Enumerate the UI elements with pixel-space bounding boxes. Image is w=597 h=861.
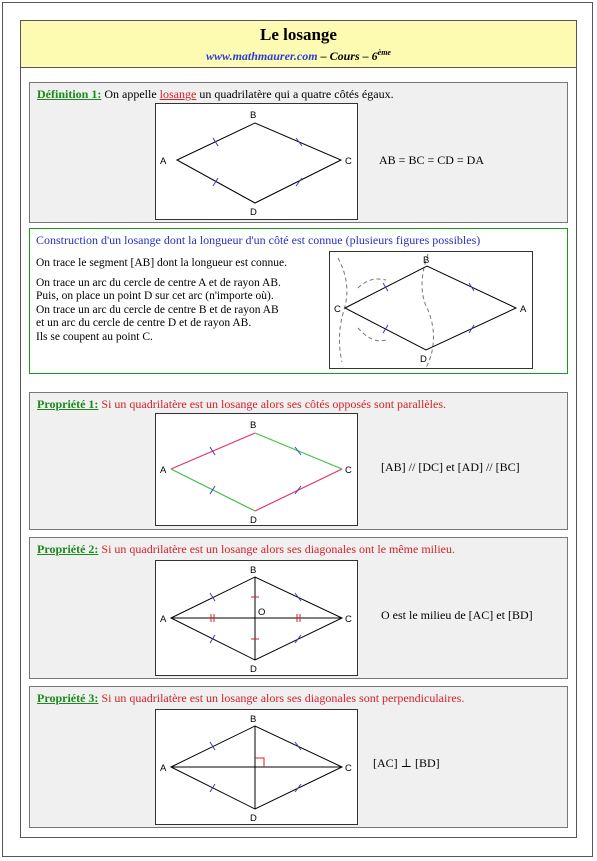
point-a-label: A [160, 763, 167, 774]
point-b-label: B [250, 565, 257, 576]
equal-tick [295, 447, 301, 455]
construction-step: et un arc du cercle de centre D et de rayon AB. [36, 317, 252, 329]
point-b-label: B [250, 110, 257, 121]
definition-label: Définition 1: [37, 87, 102, 101]
property3-title [37, 691, 464, 706]
property1-label: Propriété 1: [37, 397, 99, 411]
property3-text: Si un quadrilatère est un losange alors ses diagonales sont perpendiculaires. [98, 691, 465, 705]
point-b-label: B [423, 255, 430, 266]
same-midpoint-figure [155, 560, 358, 676]
point-b-label: B [250, 714, 257, 725]
point-a-label: A [520, 304, 527, 315]
property2-box [29, 537, 568, 679]
equal-tick [296, 138, 302, 146]
equal-tick [469, 283, 474, 291]
point-c-label: C [334, 304, 341, 315]
property1-statement: [AB] // [DC] et [AD] // [BC] [381, 460, 520, 474]
rhombus-diagram [156, 104, 359, 221]
construction-step: On trace le segment [AB] dont la longueur est connue. [36, 257, 288, 269]
point-a-label: A [160, 465, 167, 476]
rhombus-shape [345, 266, 516, 350]
equal-tick [383, 283, 388, 291]
definition-box [29, 82, 568, 223]
equal-tick [295, 742, 301, 750]
grade-suffix: ème [377, 48, 391, 57]
parallel-sides-figure [155, 413, 358, 526]
point-c-label: C [345, 156, 352, 167]
definition-text: On appelle [101, 87, 160, 101]
rhombus-shape [177, 123, 341, 203]
definition-title [37, 87, 394, 102]
point-a-label: A [160, 614, 167, 625]
construction-arc [422, 254, 434, 368]
same-midpoint-diagram [156, 561, 359, 677]
construction-steps [36, 257, 287, 344]
construction-arc [358, 279, 386, 288]
equal-tick [295, 593, 301, 601]
equal-tick [383, 325, 388, 333]
construction-box [29, 228, 568, 374]
definition-keyword: losange [159, 87, 197, 101]
construction-title: Construction d'un losange dont la longueur d'un côté est connue (plusieurs figures possibles) [36, 233, 481, 247]
grade-label: 6 [371, 49, 378, 63]
equal-tick [295, 784, 301, 792]
property2-text: Si un quadrilatère est un losange alors ses diagonales ont le même milieu. [98, 542, 455, 556]
property1-text: Si un quadrilatère est un losange alors ses côtés opposés sont parallèles. [98, 397, 447, 411]
point-d-label: D [250, 813, 257, 824]
construction-step: On trace un arc du cercle de centre A et de rayon AB. [36, 276, 281, 289]
point-c-label: C [345, 465, 352, 476]
site-link[interactable]: www.mathmaurer.com [206, 49, 318, 63]
equal-tick [469, 325, 474, 333]
point-c-label: C [345, 614, 352, 625]
construction-diagram [330, 252, 534, 370]
property3-statement: [AC] ⊥ [BD] [373, 756, 440, 770]
equal-tick [295, 635, 301, 643]
equal-tick [213, 138, 218, 146]
course-label: Cours [329, 49, 360, 63]
page-title: Le losange [260, 25, 337, 44]
point-a-label: A [160, 156, 167, 167]
point-d-label: D [250, 207, 257, 218]
equal-tick [295, 486, 301, 494]
point-d-label: D [250, 664, 257, 675]
property3-box [29, 686, 568, 828]
right-angle-mark [255, 758, 264, 767]
parallel-sides-diagram [156, 414, 359, 527]
definition-statement: AB = BC = CD = DA [379, 153, 484, 167]
point-c-label: C [345, 763, 352, 774]
rhombus-figure [155, 103, 358, 220]
construction-step: Ils se coupent au point C. [36, 330, 153, 343]
page-header [20, 20, 577, 68]
construction-figure [329, 251, 533, 369]
equal-tick [210, 784, 215, 792]
construction-step: Puis, on place un point D sur cet arc (n'importe où). [36, 290, 274, 302]
equal-tick [210, 635, 215, 643]
property3-label: Propriété 3: [37, 691, 99, 705]
property1-box [29, 392, 568, 530]
subtitle-separator: – [317, 49, 330, 63]
point-d-label: D [250, 515, 257, 526]
property2-title [37, 542, 455, 557]
point-o-label: O [258, 607, 266, 618]
property2-label: Propriété 2: [37, 542, 99, 556]
perpendicular-figure [155, 709, 358, 825]
property1-title [37, 397, 446, 412]
construction-step: On trace un arc du cercle de centre B et de rayon AB [36, 303, 279, 316]
point-b-label: B [250, 420, 257, 431]
page-subtitle [21, 48, 576, 64]
definition-text: un quadrilatère qui a quatre côtés égaux. [196, 87, 394, 101]
point-d-label: D [420, 354, 427, 365]
perpendicular-diagram [156, 710, 359, 826]
property2-statement: O est le milieu de [AC] et [BD] [381, 608, 533, 622]
subtitle-separator: – [359, 49, 372, 63]
construction-arc [358, 328, 386, 341]
